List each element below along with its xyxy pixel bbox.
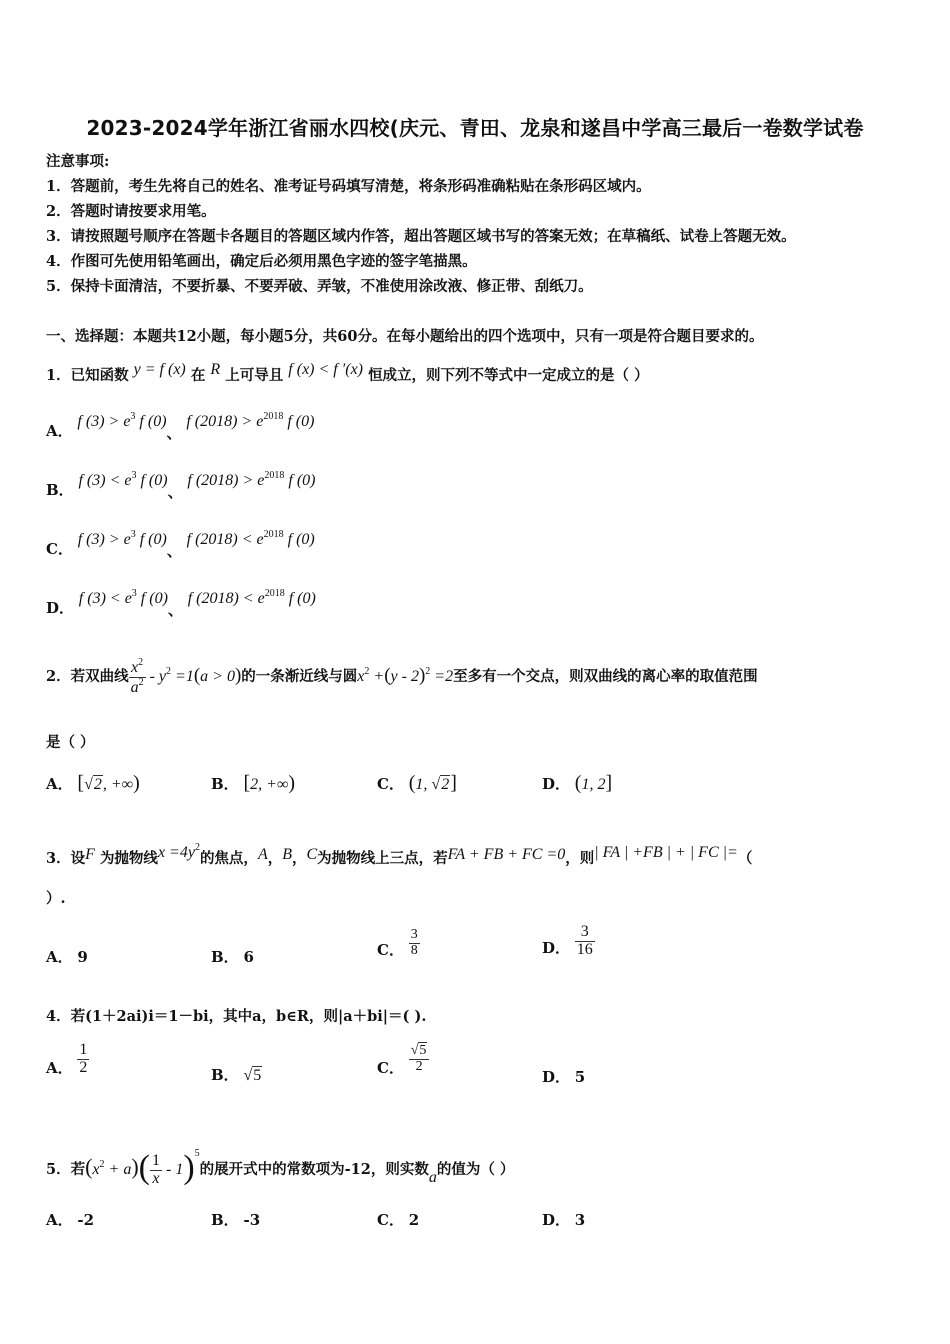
q1-option-b-formula-2: f $(2018) > e^{2018}$ f (0)	[187, 470, 316, 489]
q2-formula-circle: $x^2 +(y - 2)^2 =2$	[357, 665, 454, 686]
q2-option-a[interactable]	[46, 772, 140, 795]
q5-option-d-value: 3	[574, 1211, 586, 1229]
q2-option-c[interactable]	[377, 772, 457, 795]
q1-option-b-label: B．	[46, 481, 74, 499]
q3-formula-abs-sum: | FA | +FB | + | FC |=	[594, 844, 738, 861]
q3-text-6: ，则	[565, 850, 595, 867]
q2-text-1: 2．若双曲线	[46, 668, 129, 685]
q3-option-a-value: 9	[77, 948, 88, 966]
q1-option-d-sep: 、	[167, 601, 183, 619]
q5-option-c-value: 2	[408, 1211, 420, 1229]
q4-option-c[interactable]	[377, 1044, 429, 1078]
q4-option-c-label: C．	[377, 1058, 404, 1077]
q3-text-7: （	[737, 850, 753, 867]
q1-formula-condition: f (x) < f ′(x)	[288, 361, 363, 378]
q1-text-3: 上可导且	[225, 367, 284, 384]
question-3-stem	[46, 838, 752, 869]
q5-option-d[interactable]	[542, 1209, 585, 1230]
q1-option-b-sep: 、	[167, 483, 183, 501]
q4-option-c-formula: $\frac{√5}{2}$	[409, 1050, 430, 1067]
q4-option-d-value: 5	[574, 1068, 586, 1086]
notice-item-3: 3．请按照题号顺序在答题卡各题目的答题区域内作答，超出答题区域书写的答案无效；在草稿纸、试卷上答题无效。	[46, 228, 796, 245]
q4-option-a[interactable]	[46, 1042, 89, 1078]
q5-option-a-label: A．	[46, 1211, 73, 1229]
notice-item-5: 5．保持卡面清洁，不要折暴、不要弄破、弄皱，不准使用涂改液、修正带、刮纸刀。	[46, 278, 593, 295]
exam-title: 2023-2024学年浙江省丽水四校(庆元、青田、龙泉和遂昌中学高三最后一卷数学试卷	[86, 116, 864, 140]
q3-text-5: 为抛物线上三点，若	[317, 850, 448, 867]
notice-item-4: 4．作图可先使用铅笔画出，确定后必须用黑色字迹的签字笔描黑。	[46, 253, 477, 270]
q3-option-b-label: B．	[211, 948, 239, 966]
q3-text-1: 3．设	[46, 850, 86, 867]
q1-option-a-formula: f $(3) > e^3$ f (0)	[77, 411, 167, 430]
q3-formula-b: B	[282, 846, 292, 863]
q4-option-b-formula: √5	[243, 1067, 262, 1084]
q3-option-a[interactable]	[46, 946, 88, 967]
q5-formula-a: a	[428, 1169, 437, 1186]
q1-option-c-formula-2: f $(2018) < e^{2018}$ f (0)	[186, 529, 315, 548]
q3-option-c-formula: $\frac{3}{8}$	[410, 927, 418, 958]
q5-option-c[interactable]	[377, 1209, 419, 1230]
q1-option-a-label: A．	[46, 422, 73, 440]
q2-option-d-formula: (1, 2]	[574, 772, 613, 794]
q1-option-c-formula: f $(3) > e^3$ f (0)	[77, 529, 167, 548]
question-4-stem: 4．若(1＋2ai)i＝1－bi，其中a，b∈R，则|a＋bi|＝( ).	[46, 1008, 427, 1025]
q3-text-4b: ，	[292, 850, 307, 867]
q3-option-d-label: D．	[542, 938, 571, 957]
q3-formula-f: F	[85, 846, 95, 863]
q3-formula-parabola: $x =4y^2$	[157, 842, 200, 861]
q1-option-a[interactable]	[46, 411, 314, 443]
q2-option-a-label: A．	[46, 775, 73, 793]
q3-option-d[interactable]	[542, 924, 595, 959]
q5-text-1: 5．若	[46, 1161, 86, 1178]
q1-formula-func: y = f (x)	[133, 361, 186, 378]
question-2-stem	[46, 652, 758, 697]
q1-option-b-formula: f $(3) < e^3$ f (0)	[78, 470, 168, 489]
q2-formula-hyperbola: $\frac{x^2}{a^2}$ - $y^2 =1(a > 0)$	[130, 657, 242, 696]
q3-option-a-label: A．	[46, 948, 73, 966]
q2-option-d[interactable]	[542, 772, 612, 795]
q4-option-d[interactable]	[542, 1066, 585, 1087]
q1-option-c-sep: 、	[166, 542, 182, 560]
q2-option-a-formula: [√2, +∞)	[77, 772, 140, 794]
q3-text-4: ，	[267, 850, 283, 867]
section-heading: 一、选择题：本题共12小题，每小题5分，共60分。在每小题给出的四个选项中，只有一项是符合题目要求的。	[46, 328, 764, 345]
q4-option-b-label: B．	[211, 1066, 239, 1084]
q1-option-c[interactable]	[46, 529, 315, 561]
q2-text-2: 的一条渐近线与圆	[241, 668, 358, 685]
q4-option-a-label: A．	[46, 1058, 73, 1077]
q1-option-d[interactable]	[46, 588, 316, 620]
q2-option-c-label: C．	[377, 775, 404, 793]
q1-option-d-formula-2: f $(2018) < e^{2018}$ f (0)	[187, 588, 316, 607]
notice-item-2: 2．答题时请按要求用笔。	[46, 203, 216, 220]
q1-option-d-formula: f $(3) < e^3$ f (0)	[78, 588, 168, 607]
q5-option-b-value: -3	[243, 1211, 261, 1229]
q3-option-b-value: 6	[243, 948, 254, 966]
q3-formula-vector-sum: FA + FB + FC =0	[447, 846, 566, 863]
q5-text-2: 的展开式中的常数项为-12，则实数	[199, 1161, 429, 1178]
q4-option-a-formula: $\frac{1}{2}$	[79, 1041, 88, 1076]
q5-text-3: 的值为（ ）	[436, 1161, 515, 1178]
q3-option-b[interactable]	[211, 946, 254, 967]
notice-item-1: 1．答题前，考生先将自己的姓名、准考证号码填写清楚，将条形码准确粘贴在条形码区域内。	[46, 178, 651, 195]
q3-option-c[interactable]	[377, 928, 420, 960]
q3-formula-c: C	[306, 846, 318, 863]
question-3-stem-cont: ）.	[46, 890, 66, 907]
question-2-stem-cont: 是（ ）	[46, 734, 95, 751]
q3-option-c-label: C．	[377, 940, 404, 959]
q3-option-d-formula: $\frac{3}{16}$	[576, 923, 593, 958]
q5-option-d-label: D．	[542, 1211, 571, 1229]
q2-text-3: 至多有一个交点，则双曲线的离心率的取值范围	[453, 668, 758, 685]
q1-option-c-label: C．	[46, 540, 73, 558]
q3-text-3: 的焦点，	[199, 850, 258, 867]
q1-option-d-label: D．	[46, 599, 75, 617]
q1-option-a-formula-2: f $(2018) > e^{2018}$ f (0)	[186, 411, 315, 430]
q2-option-b[interactable]	[211, 772, 295, 795]
q5-option-a[interactable]	[46, 1209, 94, 1230]
q1-text-1: 1．已知函数	[46, 367, 129, 384]
notice-heading: 注意事项:	[46, 153, 110, 170]
q2-option-c-formula: (1, √2]	[408, 772, 457, 794]
q5-option-b[interactable]	[211, 1209, 260, 1230]
q1-text-4: 恒成立，则下列不等式中一定成立的是（ ）	[368, 367, 649, 384]
q2-option-d-label: D．	[542, 775, 571, 793]
q4-option-b[interactable]	[211, 1064, 262, 1085]
q1-text-2: 在	[190, 367, 206, 384]
q1-option-a-sep: 、	[166, 424, 182, 442]
q4-option-d-label: D．	[542, 1068, 571, 1086]
q3-formula-a: A	[257, 846, 268, 863]
q5-option-b-label: B．	[211, 1211, 239, 1229]
q1-option-b[interactable]	[46, 470, 315, 502]
q1-formula-domain: R	[210, 361, 221, 378]
q3-text-2: 为抛物线	[99, 850, 158, 867]
question-1-stem	[46, 360, 649, 386]
question-5-stem	[46, 1130, 514, 1202]
q5-option-a-value: -2	[77, 1211, 95, 1229]
q2-option-b-formula: [2, +∞)	[243, 772, 296, 794]
q2-option-b-label: B．	[211, 775, 239, 793]
q5-formula-expansion: $(x^2 + a)$( $\frac{1}{x}$ - 1)$^5$	[85, 1148, 200, 1187]
q5-option-c-label: C．	[377, 1211, 404, 1229]
